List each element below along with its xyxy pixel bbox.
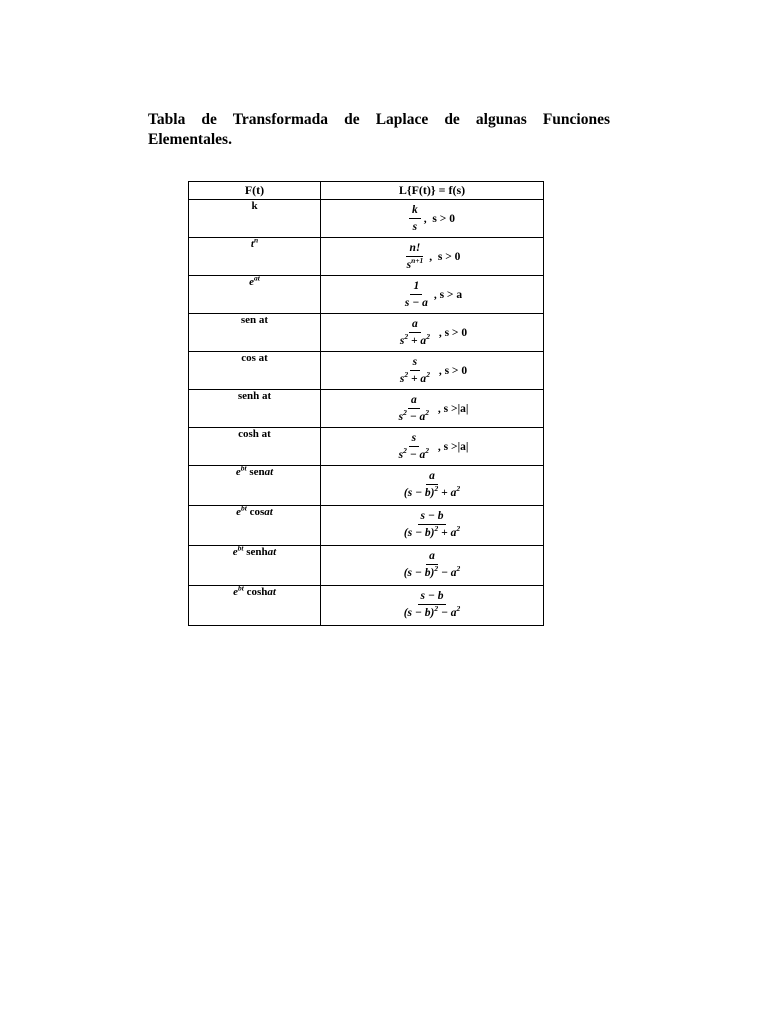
table-row	[189, 466, 544, 506]
function-cell	[189, 235, 321, 276]
table-row	[189, 200, 544, 238]
denominator: $(s - b)^2 + a^2$	[403, 524, 461, 539]
header-transform: L{F(t)} = f(s)	[321, 182, 544, 200]
condition: , s > 0	[429, 250, 461, 263]
function-cell: $e^{bt}$ cosat	[189, 506, 321, 546]
transform-cell	[321, 314, 544, 352]
numerator: s	[410, 355, 420, 371]
transform-cell	[321, 238, 544, 276]
denominator: $s^2 + a^2$	[399, 370, 430, 385]
table-row	[189, 352, 544, 390]
condition: , s > 0	[435, 364, 468, 377]
denominator: $s^{n+1}$	[406, 256, 424, 271]
denominator: $(s - b)^2 + a^2$	[403, 484, 461, 499]
numerator: a	[408, 393, 420, 409]
numerator: a	[426, 549, 438, 565]
denominator: $s^2 - a^2$	[398, 446, 430, 461]
denominator: $s^2 - a^2$	[398, 408, 430, 423]
function-text: k	[251, 200, 258, 212]
numerator: s − b	[418, 509, 447, 525]
function-cell	[189, 200, 321, 238]
fraction	[396, 431, 432, 462]
table-header-row	[189, 182, 544, 200]
numerator: 1	[410, 279, 422, 295]
condition: , s > a	[433, 288, 463, 301]
page-title: Tabla de Transformada de Laplace de algunas Funciones Elementales.	[148, 111, 610, 148]
function-cell	[189, 314, 321, 352]
laplace-transform-table	[188, 181, 544, 626]
function-cell: $e^{bt}$ senat	[189, 466, 321, 506]
table-row	[189, 314, 544, 352]
table-row	[189, 428, 544, 466]
condition: , s >|a|	[435, 440, 469, 453]
function-base: t	[250, 238, 254, 250]
transform-cell	[321, 506, 544, 546]
numerator: n!	[406, 241, 423, 257]
denominator: $s^2 + a^2$	[399, 332, 430, 347]
numerator: s	[409, 431, 419, 447]
transform-cell	[321, 200, 544, 238]
numerator: s − b	[418, 589, 447, 605]
function-base: e	[249, 276, 255, 288]
transform-cell	[321, 466, 544, 506]
transform-cell	[321, 586, 544, 626]
table-row	[189, 390, 544, 428]
transform-cell	[321, 546, 544, 586]
condition: , s >|a|	[435, 402, 469, 415]
function-text: sen at	[240, 314, 269, 326]
function-cell	[189, 428, 321, 466]
fraction	[396, 393, 432, 424]
fraction	[409, 203, 421, 234]
function-cell	[189, 352, 321, 390]
function-cell: $e^{bt}$ senhat	[189, 546, 321, 586]
fraction	[397, 317, 433, 348]
condition: , s > 0	[423, 212, 455, 225]
transform-cell	[321, 352, 544, 390]
function-exponent: n	[253, 235, 259, 245]
function-cell	[189, 273, 321, 314]
fraction	[401, 509, 463, 540]
function-cell	[189, 390, 321, 428]
table-row	[189, 276, 544, 314]
numerator: k	[409, 203, 421, 219]
fraction	[402, 279, 431, 310]
condition: , s > 0	[435, 326, 468, 339]
table-row	[189, 506, 544, 546]
denominator: s − a	[404, 297, 428, 309]
fraction	[404, 241, 427, 272]
function-text: senh at	[237, 390, 272, 402]
function-cell: $e^{bt}$ coshat	[189, 586, 321, 626]
fraction	[401, 549, 464, 580]
transform-cell	[321, 390, 544, 428]
transform-cell	[321, 428, 544, 466]
header-function: F(t)	[189, 182, 321, 200]
fraction	[401, 589, 464, 620]
denominator: $(s - b)^2 - a^2$	[403, 564, 461, 579]
fraction	[401, 469, 463, 500]
function-text: cosh at	[238, 428, 271, 440]
numerator: a	[409, 317, 421, 333]
table-row	[189, 546, 544, 586]
fraction	[397, 355, 433, 386]
function-text: cos at	[241, 352, 268, 364]
table-row	[189, 586, 544, 626]
table-row	[189, 238, 544, 276]
denominator: s	[412, 221, 418, 233]
transform-cell	[321, 276, 544, 314]
denominator: $(s - b)^2 - a^2$	[403, 604, 461, 619]
numerator: a	[426, 469, 438, 485]
function-exponent: at	[254, 273, 260, 283]
